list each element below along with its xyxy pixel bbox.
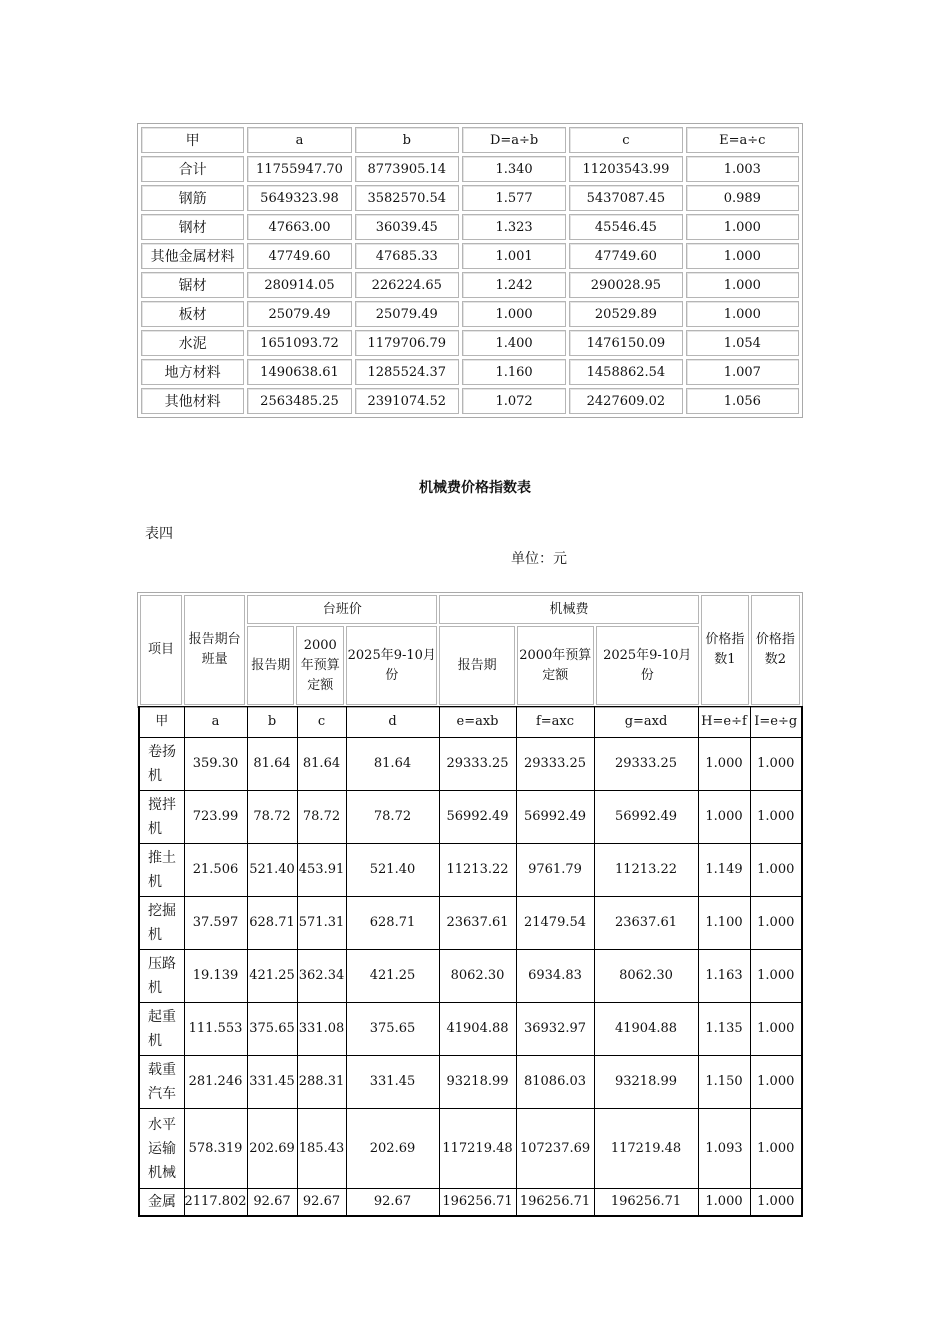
header-item: 项目 — [140, 595, 182, 705]
table-cell: 362.34 — [297, 950, 346, 1003]
table-row — [141, 243, 799, 269]
formula-key: e=axb — [439, 707, 516, 738]
table-cell: 2563485.25 — [247, 388, 351, 414]
table-cell: 1.323 — [462, 214, 566, 240]
machine-name: 卷扬机 — [139, 738, 184, 791]
table-cell: 36039.45 — [355, 214, 459, 240]
table-cell: 5437087.45 — [569, 185, 682, 211]
machine-cost-table — [138, 706, 803, 1217]
header-month-2025-cost: 2025年9-10月份 — [596, 626, 699, 705]
table-cell: 196256.71 — [439, 1189, 516, 1216]
row-label: 钢材 — [141, 214, 244, 240]
column-header: D=a÷b — [462, 127, 566, 153]
table-cell: 117219.48 — [594, 1109, 698, 1189]
table-cell: 117219.48 — [439, 1109, 516, 1189]
table-cell: 202.69 — [346, 1109, 439, 1189]
table-cell: 1.242 — [462, 272, 566, 298]
table-cell: 41904.88 — [594, 1003, 698, 1056]
machine-name: 水平运输机械 — [139, 1109, 184, 1189]
table-cell: 226224.65 — [355, 272, 459, 298]
table-cell: 81.64 — [247, 738, 297, 791]
table-cell: 56992.49 — [594, 791, 698, 844]
table-cell: 23637.61 — [439, 897, 516, 950]
machine-cost-table-body — [139, 707, 802, 1216]
header-budget-2000: 2000年预算定额 — [296, 626, 344, 705]
header-month-2025: 2025年9-10月份 — [346, 626, 437, 705]
formula-key: g=axd — [594, 707, 698, 738]
table-cell: 29333.25 — [594, 738, 698, 791]
formula-key: 甲 — [139, 707, 184, 738]
table-cell: 196256.71 — [594, 1189, 698, 1216]
table-cell: 1.000 — [750, 1003, 802, 1056]
table-cell: 1.000 — [686, 243, 799, 269]
table-cell: 1.056 — [686, 388, 799, 414]
table-cell: 1.000 — [686, 272, 799, 298]
table-cell: 453.91 — [297, 844, 346, 897]
table-cell: 1.400 — [462, 330, 566, 356]
table-row — [141, 388, 799, 414]
table-cell: 93218.99 — [439, 1056, 516, 1109]
table-cell: 19.139 — [184, 950, 247, 1003]
table-cell: 421.25 — [346, 950, 439, 1003]
table-cell: 8062.30 — [594, 950, 698, 1003]
table-cell: 1.163 — [698, 950, 750, 1003]
machine-name: 压路机 — [139, 950, 184, 1003]
table-row — [141, 301, 799, 327]
table-cell: 1.000 — [686, 214, 799, 240]
table-row — [139, 1003, 802, 1056]
table-cell: 1.000 — [698, 791, 750, 844]
table-row — [139, 897, 802, 950]
table-row — [141, 359, 799, 385]
table-cell: 2427609.02 — [569, 388, 682, 414]
row-label: 水泥 — [141, 330, 244, 356]
table-cell: 1.000 — [698, 1189, 750, 1216]
table-cell: 359.30 — [184, 738, 247, 791]
table-cell: 281.246 — [184, 1056, 247, 1109]
table-cell: 1.000 — [750, 844, 802, 897]
table-cell: 1476150.09 — [569, 330, 682, 356]
column-header: b — [355, 127, 459, 153]
machine-name: 载重汽车 — [139, 1056, 184, 1109]
table-cell: 1.000 — [750, 897, 802, 950]
row-label: 锯材 — [141, 272, 244, 298]
table-cell: 47749.60 — [569, 243, 682, 269]
row-label: 地方材料 — [141, 359, 244, 385]
table-cell: 3582570.54 — [355, 185, 459, 211]
table-cell: 78.72 — [346, 791, 439, 844]
table-cell: 1.000 — [750, 1109, 802, 1189]
table-cell: 1.577 — [462, 185, 566, 211]
table-row — [139, 950, 802, 1003]
machine-name: 起重机 — [139, 1003, 184, 1056]
table-cell: 421.25 — [247, 950, 297, 1003]
table-cell: 1.135 — [698, 1003, 750, 1056]
table-cell: 280914.05 — [247, 272, 351, 298]
table-cell: 375.65 — [247, 1003, 297, 1056]
table-cell: 1.054 — [686, 330, 799, 356]
table-cell: 107237.69 — [516, 1109, 594, 1189]
header-index1: 价格指数1 — [701, 595, 749, 705]
table-cell: 5649323.98 — [247, 185, 351, 211]
table-cell: 81.64 — [297, 738, 346, 791]
table-cell: 25079.49 — [355, 301, 459, 327]
table-cell: 6934.83 — [516, 950, 594, 1003]
table-cell: 196256.71 — [516, 1189, 594, 1216]
table-cell: 2391074.52 — [355, 388, 459, 414]
row-label: 合计 — [141, 156, 244, 182]
table-cell: 723.99 — [184, 791, 247, 844]
table-cell: 1179706.79 — [355, 330, 459, 356]
table-cell: 21.506 — [184, 844, 247, 897]
header-count: 报告期台班量 — [184, 595, 245, 705]
table-cell: 1.160 — [462, 359, 566, 385]
machine-name: 推土机 — [139, 844, 184, 897]
table-cell: 1458862.54 — [569, 359, 682, 385]
table-cell: 1.100 — [698, 897, 750, 950]
table-cell: 56992.49 — [439, 791, 516, 844]
table-cell: 11213.22 — [439, 844, 516, 897]
table-cell: 9761.79 — [516, 844, 594, 897]
table-cell: 1.150 — [698, 1056, 750, 1109]
formula-key: H=e÷f — [698, 707, 750, 738]
formula-key: f=axc — [516, 707, 594, 738]
table-cell: 92.67 — [346, 1189, 439, 1216]
table-cell: 288.31 — [297, 1056, 346, 1109]
table-cell: 1.000 — [750, 1189, 802, 1216]
table-cell: 1.000 — [462, 301, 566, 327]
table-cell: 0.989 — [686, 185, 799, 211]
table-header-row — [141, 127, 799, 153]
table-cell: 1.000 — [750, 1056, 802, 1109]
table-cell: 331.08 — [297, 1003, 346, 1056]
table-cell: 92.67 — [247, 1189, 297, 1216]
table-cell: 1.000 — [750, 738, 802, 791]
formula-key: c — [297, 707, 346, 738]
table-cell: 1.000 — [686, 301, 799, 327]
table-cell: 521.40 — [346, 844, 439, 897]
formula-key: a — [184, 707, 247, 738]
table-cell: 1.000 — [698, 738, 750, 791]
table-cell: 375.65 — [346, 1003, 439, 1056]
formula-key: d — [346, 707, 439, 738]
column-header: c — [569, 127, 682, 153]
table-cell: 1.000 — [750, 791, 802, 844]
table-cell: 578.319 — [184, 1109, 247, 1189]
table-cell: 1.003 — [686, 156, 799, 182]
table-row — [139, 738, 802, 791]
header-report-period: 报告期 — [247, 626, 294, 705]
table-cell: 202.69 — [247, 1109, 297, 1189]
table-cell: 2117.802 — [184, 1189, 247, 1216]
table-cell: 571.31 — [297, 897, 346, 950]
row-label: 钢筋 — [141, 185, 244, 211]
table-row — [141, 185, 799, 211]
table-row — [139, 1056, 802, 1109]
table-cell: 331.45 — [346, 1056, 439, 1109]
table-cell: 1.149 — [698, 844, 750, 897]
table-cell: 11213.22 — [594, 844, 698, 897]
formula-key: I=e÷g — [750, 707, 802, 738]
table-row — [139, 1109, 802, 1189]
table-cell: 1490638.61 — [247, 359, 351, 385]
table-cell: 290028.95 — [569, 272, 682, 298]
header-group-shift-price: 台班价 — [247, 595, 437, 624]
table-cell: 37.597 — [184, 897, 247, 950]
machine-name: 搅拌机 — [139, 791, 184, 844]
table-cell: 521.40 — [247, 844, 297, 897]
table-cell: 11755947.70 — [247, 156, 351, 182]
machine-cost-index-title: 机械费价格指数表 — [419, 480, 531, 496]
row-label: 其他金属材料 — [141, 243, 244, 269]
table-cell: 20529.89 — [569, 301, 682, 327]
table-cell: 29333.25 — [516, 738, 594, 791]
table-cell: 93218.99 — [594, 1056, 698, 1109]
table-cell: 8062.30 — [439, 950, 516, 1003]
table-cell: 628.71 — [346, 897, 439, 950]
table-cell: 1.001 — [462, 243, 566, 269]
table-row — [139, 1189, 802, 1216]
table-cell: 56992.49 — [516, 791, 594, 844]
table-cell: 1.000 — [750, 950, 802, 1003]
table-cell: 23637.61 — [594, 897, 698, 950]
table-cell: 81086.03 — [516, 1056, 594, 1109]
table-label: 表四 — [145, 526, 173, 542]
table-row — [141, 214, 799, 240]
table-cell: 78.72 — [247, 791, 297, 844]
table-cell: 1285524.37 — [355, 359, 459, 385]
row-label: 其他材料 — [141, 388, 244, 414]
machine-name: 金属 — [139, 1189, 184, 1216]
table-cell: 29333.25 — [439, 738, 516, 791]
table-cell: 1.072 — [462, 388, 566, 414]
table-cell: 331.45 — [247, 1056, 297, 1109]
table-cell: 45546.45 — [569, 214, 682, 240]
table-cell: 25079.49 — [247, 301, 351, 327]
table-cell: 21479.54 — [516, 897, 594, 950]
table-cell: 81.64 — [346, 738, 439, 791]
table-cell: 47663.00 — [247, 214, 351, 240]
row-label: 板材 — [141, 301, 244, 327]
table-cell: 47749.60 — [247, 243, 351, 269]
table-cell: 78.72 — [297, 791, 346, 844]
table-cell: 92.67 — [297, 1189, 346, 1216]
table-cell: 628.71 — [247, 897, 297, 950]
table-cell: 8773905.14 — [355, 156, 459, 182]
table-row — [141, 330, 799, 356]
column-header: E=a÷c — [686, 127, 799, 153]
header-group-machine-cost: 机械费 — [439, 595, 699, 624]
header-index2: 价格指数2 — [751, 595, 800, 705]
table-cell: 1.340 — [462, 156, 566, 182]
column-header: a — [247, 127, 351, 153]
table-row — [139, 791, 802, 844]
table-cell: 11203543.99 — [569, 156, 682, 182]
header-report-period-cost: 报告期 — [439, 626, 515, 705]
column-header: 甲 — [141, 127, 244, 153]
materials-index-table-body — [141, 127, 799, 414]
table-row — [141, 272, 799, 298]
table-row — [141, 156, 799, 182]
unit-label: 单位：元 — [511, 551, 567, 567]
table-cell: 1.007 — [686, 359, 799, 385]
formula-key-row — [139, 707, 802, 738]
machine-cost-table-header — [137, 592, 803, 708]
table-cell: 41904.88 — [439, 1003, 516, 1056]
formula-key: b — [247, 707, 297, 738]
table-cell: 1651093.72 — [247, 330, 351, 356]
table-cell: 47685.33 — [355, 243, 459, 269]
machine-name: 挖掘机 — [139, 897, 184, 950]
table-row — [139, 844, 802, 897]
table-cell: 36932.97 — [516, 1003, 594, 1056]
materials-index-table — [137, 123, 803, 418]
header-budget-2000-cost: 2000年预算定额 — [517, 626, 594, 705]
table-cell: 185.43 — [297, 1109, 346, 1189]
table-cell: 1.093 — [698, 1109, 750, 1189]
table-cell: 111.553 — [184, 1003, 247, 1056]
